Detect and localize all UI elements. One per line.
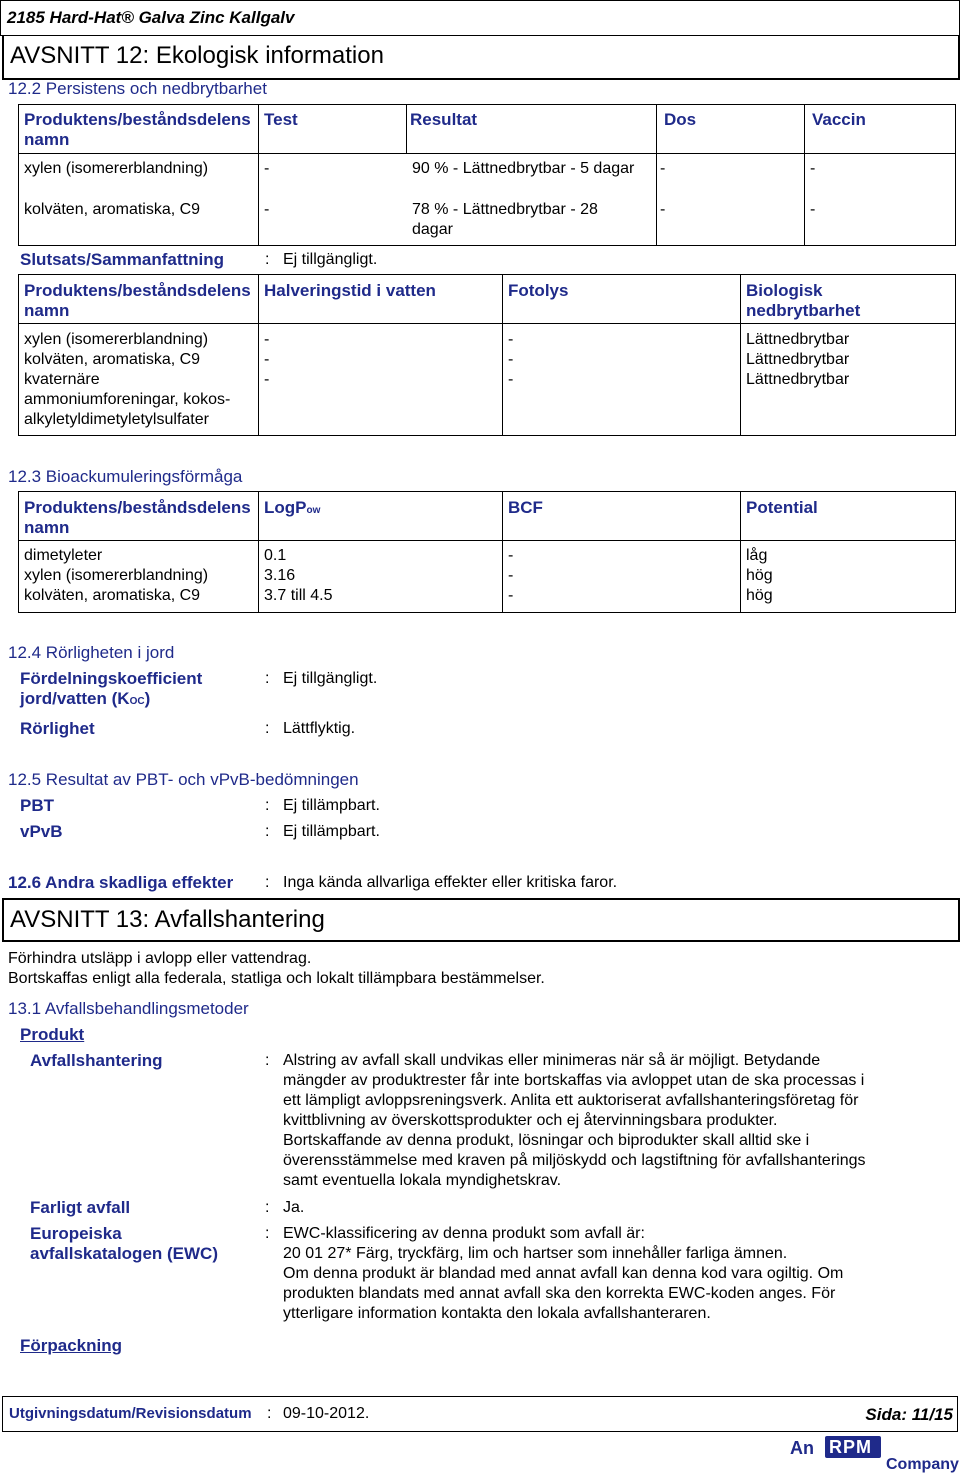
persistence-table bbox=[18, 104, 956, 246]
revision-date-label: Utgivningsdatum/Revisionsdatum bbox=[9, 1405, 252, 1422]
col-header-logpow bbox=[264, 498, 320, 521]
table-cell: 3.7 till 4.5 bbox=[264, 587, 333, 604]
summary-colon: : bbox=[265, 251, 270, 268]
col-header-photolysis: Fotolys bbox=[508, 281, 569, 300]
col-header-test: Test bbox=[264, 110, 298, 129]
subsection-12-3-title: 12.3 Bioackumuleringsförmåga bbox=[8, 467, 243, 486]
table-cell: - bbox=[810, 160, 816, 177]
summary-value: Ej tillgängligt. bbox=[283, 251, 378, 268]
section-13-title-box bbox=[2, 898, 960, 942]
waste-colon: : bbox=[265, 1052, 270, 1069]
mobility-label: Rörlighet bbox=[20, 719, 95, 738]
product-name: 2185 Hard-Hat® Galva Zinc Kallgalv bbox=[7, 8, 295, 27]
page-number: Sida: 11/15 bbox=[865, 1405, 953, 1424]
table-cell: - bbox=[508, 351, 514, 368]
table-cell: - bbox=[264, 160, 270, 177]
logo-an-text: An bbox=[790, 1438, 814, 1458]
vpvb-label: vPvB bbox=[20, 822, 63, 841]
col-header-dose: Dos bbox=[664, 110, 697, 129]
table-cell: kvaternäre ammoniumforeningar, kokos-alkyletyldimetyletylsulfater bbox=[24, 371, 231, 428]
ewc-text bbox=[283, 1224, 843, 1324]
subsection-12-5-title: 12.5 Resultat av PBT- och vPvB-bedömningen bbox=[8, 770, 359, 789]
pbt-colon: : bbox=[265, 797, 270, 814]
logp-subscript: ow bbox=[306, 505, 321, 516]
col-header-name: Produktens/beståndsdelens namn bbox=[24, 281, 251, 320]
degradation-table bbox=[18, 274, 956, 436]
koc-label-close: ) bbox=[144, 689, 151, 708]
ewc-line: Om denna produkt är blandad med annat avfall kan denna kod vara ogiltig. Om bbox=[283, 1265, 844, 1282]
ewc-label-line1: Europeiska bbox=[30, 1224, 122, 1243]
section-12-title-box bbox=[2, 36, 960, 80]
pbt-value: Ej tillämpbart. bbox=[283, 797, 380, 814]
waste-line: kvittblivning av överskottsprodukter och ej återvinningsbara produkter. bbox=[283, 1112, 778, 1129]
ewc-line: produkten blandats med annat avfall ska den korrekta EWC-koden anges. För bbox=[283, 1285, 836, 1302]
table-cell: xylen (isomererblandning) bbox=[24, 160, 209, 177]
table-cell: Lättnedbrytbar bbox=[746, 371, 850, 388]
document-header bbox=[0, 0, 960, 36]
pbt-label: PBT bbox=[20, 796, 54, 815]
col-header-name: Produktens/beståndsdelens namn bbox=[24, 498, 251, 537]
col-header-vaccine: Vaccin bbox=[812, 110, 866, 129]
waste-line: samt eventuella lokala myndighetskrav. bbox=[283, 1172, 562, 1189]
effects-value: Inga kända allvarliga effekter eller kritiska faror. bbox=[283, 874, 618, 891]
table-cell: - bbox=[264, 351, 270, 368]
table-cell: Lättnedbrytbar bbox=[746, 331, 850, 348]
ewc-line: 20 01 27* Färg, tryckfärg, lim och hartser som innehåller farliga ämnen. bbox=[283, 1245, 788, 1262]
waste-line: ett lämpligt avloppsreningsverk. Anlita ett auktoriserat avfallshanteringsföretag för bbox=[283, 1092, 859, 1109]
logo-rpm-text: RPM bbox=[829, 1437, 872, 1457]
section-12-title: AVSNITT 12: Ekologisk information bbox=[10, 42, 384, 69]
koc-label-line1: Fördelningskoefficient bbox=[20, 669, 203, 688]
col-header-name: Produktens/beståndsdelens namn bbox=[24, 110, 251, 149]
table-cell: xylen (isomererblandning) bbox=[24, 567, 209, 584]
bioaccumulation-table bbox=[18, 491, 956, 613]
table-cell: dimetyleter bbox=[24, 547, 103, 564]
subsection-12-6-title: 12.6 Andra skadliga effekter bbox=[8, 873, 234, 892]
table-cell: - bbox=[264, 331, 270, 348]
table-cell: 78 % - Lättnedbrytbar - 28 dagar bbox=[412, 201, 598, 238]
product-label: Produkt bbox=[20, 1025, 85, 1044]
intro-line-2: Bortskaffas enligt alla federala, statliga och lokalt tillämpbara bestämmelser. bbox=[8, 970, 545, 987]
packaging-label: Förpackning bbox=[20, 1336, 123, 1355]
waste-line: mängder av produktrester får inte bortskaffas via avloppet utan de ska processas i bbox=[283, 1072, 865, 1089]
revision-date-value: 09-10-2012. bbox=[283, 1405, 370, 1422]
col-header-bcf: BCF bbox=[508, 498, 543, 517]
table-cell: hög bbox=[746, 587, 773, 604]
table-cell: hög bbox=[746, 567, 773, 584]
table-cell: - bbox=[508, 587, 514, 604]
table-cell: låg bbox=[746, 547, 768, 564]
mobility-colon: : bbox=[265, 720, 270, 737]
subsection-12-2-title: 12.2 Persistens och nedbrytbarhet bbox=[8, 79, 267, 98]
waste-line: överensstämmelse med kraven på miljöskydd och lagstiftning för avfallshanterings bbox=[283, 1152, 866, 1169]
mobility-value: Lättflyktig. bbox=[283, 720, 356, 737]
table-cell: - bbox=[508, 567, 514, 584]
section-13-title: AVSNITT 13: Avfallshantering bbox=[10, 906, 325, 933]
koc-value: Ej tillgängligt. bbox=[283, 670, 378, 687]
table-cell: kolväten, aromatiska, C9 bbox=[24, 587, 201, 604]
waste-text bbox=[283, 1051, 866, 1191]
table-cell: xylen (isomererblandning) bbox=[24, 331, 209, 348]
table-cell: - bbox=[660, 201, 666, 218]
rpm-logo bbox=[790, 1434, 960, 1476]
col-header-potential: Potential bbox=[746, 498, 818, 517]
hazardous-waste-label: Farligt avfall bbox=[30, 1198, 131, 1217]
koc-subscript: OC bbox=[129, 696, 145, 707]
subsection-12-4-title: 12.4 Rörligheten i jord bbox=[8, 643, 175, 662]
hazardous-colon: : bbox=[265, 1199, 270, 1216]
revision-date-colon: : bbox=[267, 1405, 272, 1422]
col-header-half-life: Halveringstid i vatten bbox=[264, 281, 436, 300]
intro-line-1: Förhindra utsläpp i avlopp eller vattendrag. bbox=[8, 950, 312, 967]
table-cell: - bbox=[660, 160, 666, 177]
col-header-result: Resultat bbox=[410, 110, 478, 129]
hazardous-value: Ja. bbox=[283, 1199, 305, 1216]
table-cell: - bbox=[264, 201, 270, 218]
ewc-line: ytterligare information kontakta den lokala avfallshanteraren. bbox=[283, 1305, 711, 1322]
col-header-biodegradability: Biologisk nedbrytbarhet bbox=[746, 281, 861, 320]
koc-label-line2 bbox=[20, 689, 150, 712]
summary-label: Slutsats/Sammanfattning bbox=[20, 250, 225, 269]
ewc-label-line2: avfallskatalogen (EWC) bbox=[30, 1244, 218, 1263]
table-cell: - bbox=[508, 371, 514, 388]
table-cell: 90 % - Lättnedbrytbar - 5 dagar bbox=[412, 160, 635, 177]
vpvb-colon: : bbox=[265, 823, 270, 840]
table-cell: - bbox=[508, 547, 514, 564]
table-cell: - bbox=[810, 201, 816, 218]
koc-colon: : bbox=[265, 670, 270, 687]
logo-company-text: Company bbox=[886, 1456, 959, 1473]
ewc-colon: : bbox=[265, 1225, 270, 1242]
table-cell: - bbox=[508, 331, 514, 348]
waste-label: Avfallshantering bbox=[30, 1051, 163, 1070]
table-cell: Lättnedbrytbar bbox=[746, 351, 850, 368]
koc-label-text: jord/vatten (K bbox=[20, 689, 130, 708]
logo-rpm-mark bbox=[825, 1436, 881, 1458]
logp-text: LogP bbox=[264, 498, 307, 517]
table-cell: - bbox=[264, 371, 270, 388]
vpvb-value: Ej tillämpbart. bbox=[283, 823, 380, 840]
effects-colon: : bbox=[265, 874, 270, 891]
table-cell: 0.1 bbox=[264, 547, 287, 564]
footer-box bbox=[2, 1396, 958, 1432]
waste-line: Bortskaffande av denna produkt, lösningar och biprodukter skall alltid ske i bbox=[283, 1132, 810, 1149]
table-cell: kolväten, aromatiska, C9 bbox=[24, 351, 201, 368]
table-cell: 3.16 bbox=[264, 567, 296, 584]
ewc-line: EWC-klassificering av denna produkt som avfall är: bbox=[283, 1225, 645, 1242]
subsection-13-1-title: 13.1 Avfallsbehandlingsmetoder bbox=[8, 999, 249, 1018]
waste-line: Alstring av avfall skall undvikas eller minimeras när så är möjligt. Betydande bbox=[283, 1052, 821, 1069]
table-cell: kolväten, aromatiska, C9 bbox=[24, 201, 201, 218]
